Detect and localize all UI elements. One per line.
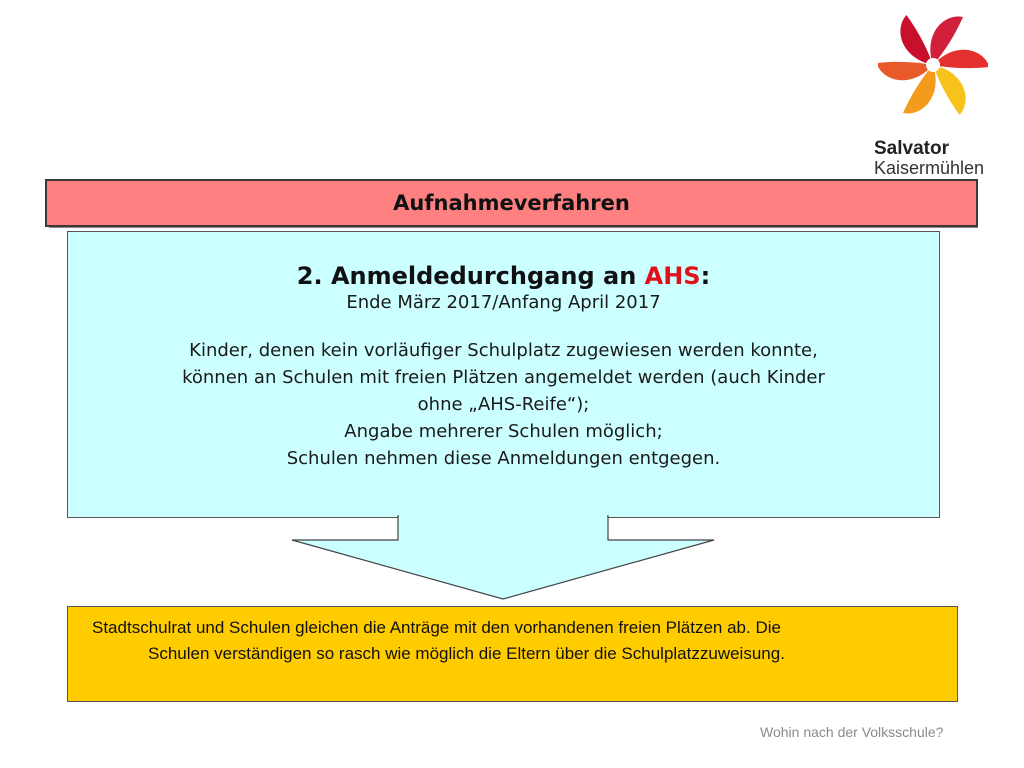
section-header (45, 179, 978, 227)
section-title: Aufnahmeverfahren (393, 191, 630, 215)
logo-subtitle: Kaisermühlen (874, 158, 985, 178)
result-line-2: Schulen verständigen so rasch wie möglich die Eltern über die Schulplatzzuweisung. (148, 644, 785, 663)
main-title-suffix: : (700, 262, 711, 290)
footer-text: Wohin nach der Volksschule? (760, 724, 944, 740)
main-body (68, 337, 939, 472)
logo (868, 10, 1003, 178)
body-line: Angabe mehrerer Schulen möglich; (344, 421, 663, 442)
body-line: Schulen nehmen diese Anmeldungen entgegen. (286, 448, 721, 469)
result-line-1: Stadtschulrat und Schulen gleichen die Anträge mit den vorhandenen freien Plätzen ab. Die (92, 618, 781, 637)
main-date: Ende März 2017/Anfang April 2017 (346, 292, 661, 313)
body-line: ohne „AHS-Reife“); (417, 394, 590, 415)
main-title (68, 262, 939, 290)
main-title-prefix: 2. Anmeldedurchgang an (296, 262, 645, 290)
logo-name: Salvator (874, 138, 949, 159)
pinwheel-logo-icon (878, 10, 988, 120)
main-title-accent: AHS (644, 262, 701, 290)
main-info-box (67, 231, 940, 518)
result-box (67, 606, 958, 702)
body-line: Kinder, denen kein vorläufiger Schulplatz zugewiesen werden konnte, (189, 340, 818, 361)
body-line: können an Schulen mit freien Plätzen angemeldet werden (auch Kinder (182, 367, 825, 388)
